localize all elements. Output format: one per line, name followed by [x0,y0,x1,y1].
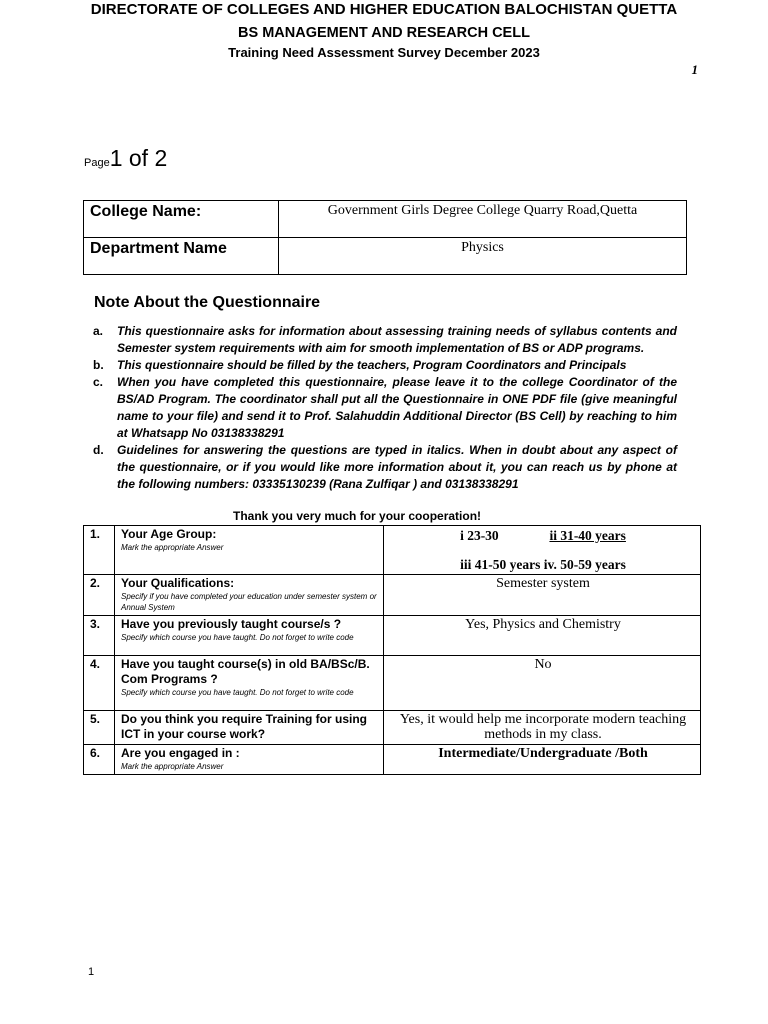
question-number: 5. [84,711,115,745]
note-text: When you have completed this questionnaire, please leave it to the college Coordinator of the BS/AD Program. The coordinator shall put all the Questionnaire in ONE PDF file (give meaningful name to your file) and send it to Prof. Salahuddin Additional Director (BS Cell) by reaching to him at Whatsapp No 03138338291 [117,375,677,440]
college-info-table [83,200,687,275]
note-marker: b. [93,358,104,372]
survey-title: Training Need Assessment Survey December 2023 [228,45,540,60]
answer-cell: Yes, it would help me incorporate modern teaching methods in my class. [384,711,701,745]
age-option-2: ii 31-40 years [549,528,626,543]
question-row [84,745,701,775]
college-label: College Name: [84,201,279,238]
question-row [84,711,701,745]
note-item [93,374,677,442]
question-hint: Specify which course you have taught. Do not forget to write code [121,633,354,642]
age-option-3: iii 41-50 years [460,557,541,572]
department-label: Department Name [84,238,279,275]
age-option-4: iv. 50-59 years [543,557,626,572]
department-value: Physics [279,238,687,275]
question-number: 2. [84,575,115,616]
answer-cell [384,526,701,575]
questions-table [83,525,701,775]
note-list [93,323,677,493]
question-cell [115,616,384,656]
question-hint: Specify which course you have taught. Do not forget to write code [121,688,354,697]
question-cell [115,711,384,745]
page-word: Page [84,157,110,169]
question-row [84,526,701,575]
note-text: This questionnaire asks for information about assessing training needs of syllabus contents and Semester system requirements with aim for smooth implementation of BS or ADP programs. [117,324,677,355]
question-row [84,616,701,656]
answer-cell: Semester system [384,575,701,616]
question-number: 1. [84,526,115,575]
question-text: Are you engaged in : [121,746,240,760]
question-text: Have you previously taught course/s ? [121,617,342,631]
question-text: Your Qualifications: [121,576,235,590]
top-page-number: 1 [691,62,698,77]
question-cell [115,575,384,616]
answer-cell: Yes, Physics and Chemistry [384,616,701,656]
note-item [93,357,677,374]
footer-page-number: 1 [88,966,95,978]
directorate-heading: DIRECTORATE OF COLLEGES AND HIGHER EDUCATION BALOCHISTAN QUETTA [90,1,678,18]
note-marker: a. [93,324,104,338]
answer-cell: Intermediate/Undergraduate /Both [384,745,701,775]
question-row [84,575,701,616]
cell-heading: BS MANAGEMENT AND RESEARCH CELL [238,25,530,41]
college-value: Government Girls Degree College Quarry Road,Quetta [279,201,687,238]
page-count: 1 of 2 [109,145,168,171]
note-item [93,323,677,357]
note-text: Guidelines for answering the questions are typed in italics. When in doubt about any aspect of the questionnaire, or if you would like more information about it, you can reach us by phone at the following numbers: 03335130239 (Rana Zulfiqar ) and 03138338291 [117,443,677,491]
question-text: Do you think you require Training for using ICT in your course work? [121,712,368,741]
thanks-note: Thank you very much for your cooperation! [233,509,482,523]
note-marker: c. [93,375,104,389]
question-number: 3. [84,616,115,656]
note-text: This questionnaire should be filled by the teachers, Program Coordinators and Principals [117,358,627,372]
age-option-1: i 23-30 [460,528,499,543]
question-cell [115,526,384,575]
question-row [84,656,701,711]
question-hint: Mark the appropriate Answer [121,543,224,552]
question-text: Your Age Group: [121,527,217,541]
question-cell [115,745,384,775]
question-text: Have you taught course(s) in old BA/BSc/B. Com Programs ? [121,657,370,686]
answer-cell: No [384,656,701,711]
question-hint: Mark the appropriate Answer [121,762,224,771]
question-number: 4. [84,656,115,711]
note-title: Note About the Questionnaire [94,294,321,311]
question-number: 6. [84,745,115,775]
question-hint: Specify if you have completed your education under semester system or Annual System [121,592,377,612]
question-cell [115,656,384,711]
note-marker: d. [93,443,104,457]
department-row [84,238,687,275]
college-row [84,201,687,238]
page-label [84,145,167,172]
note-item [93,442,677,493]
